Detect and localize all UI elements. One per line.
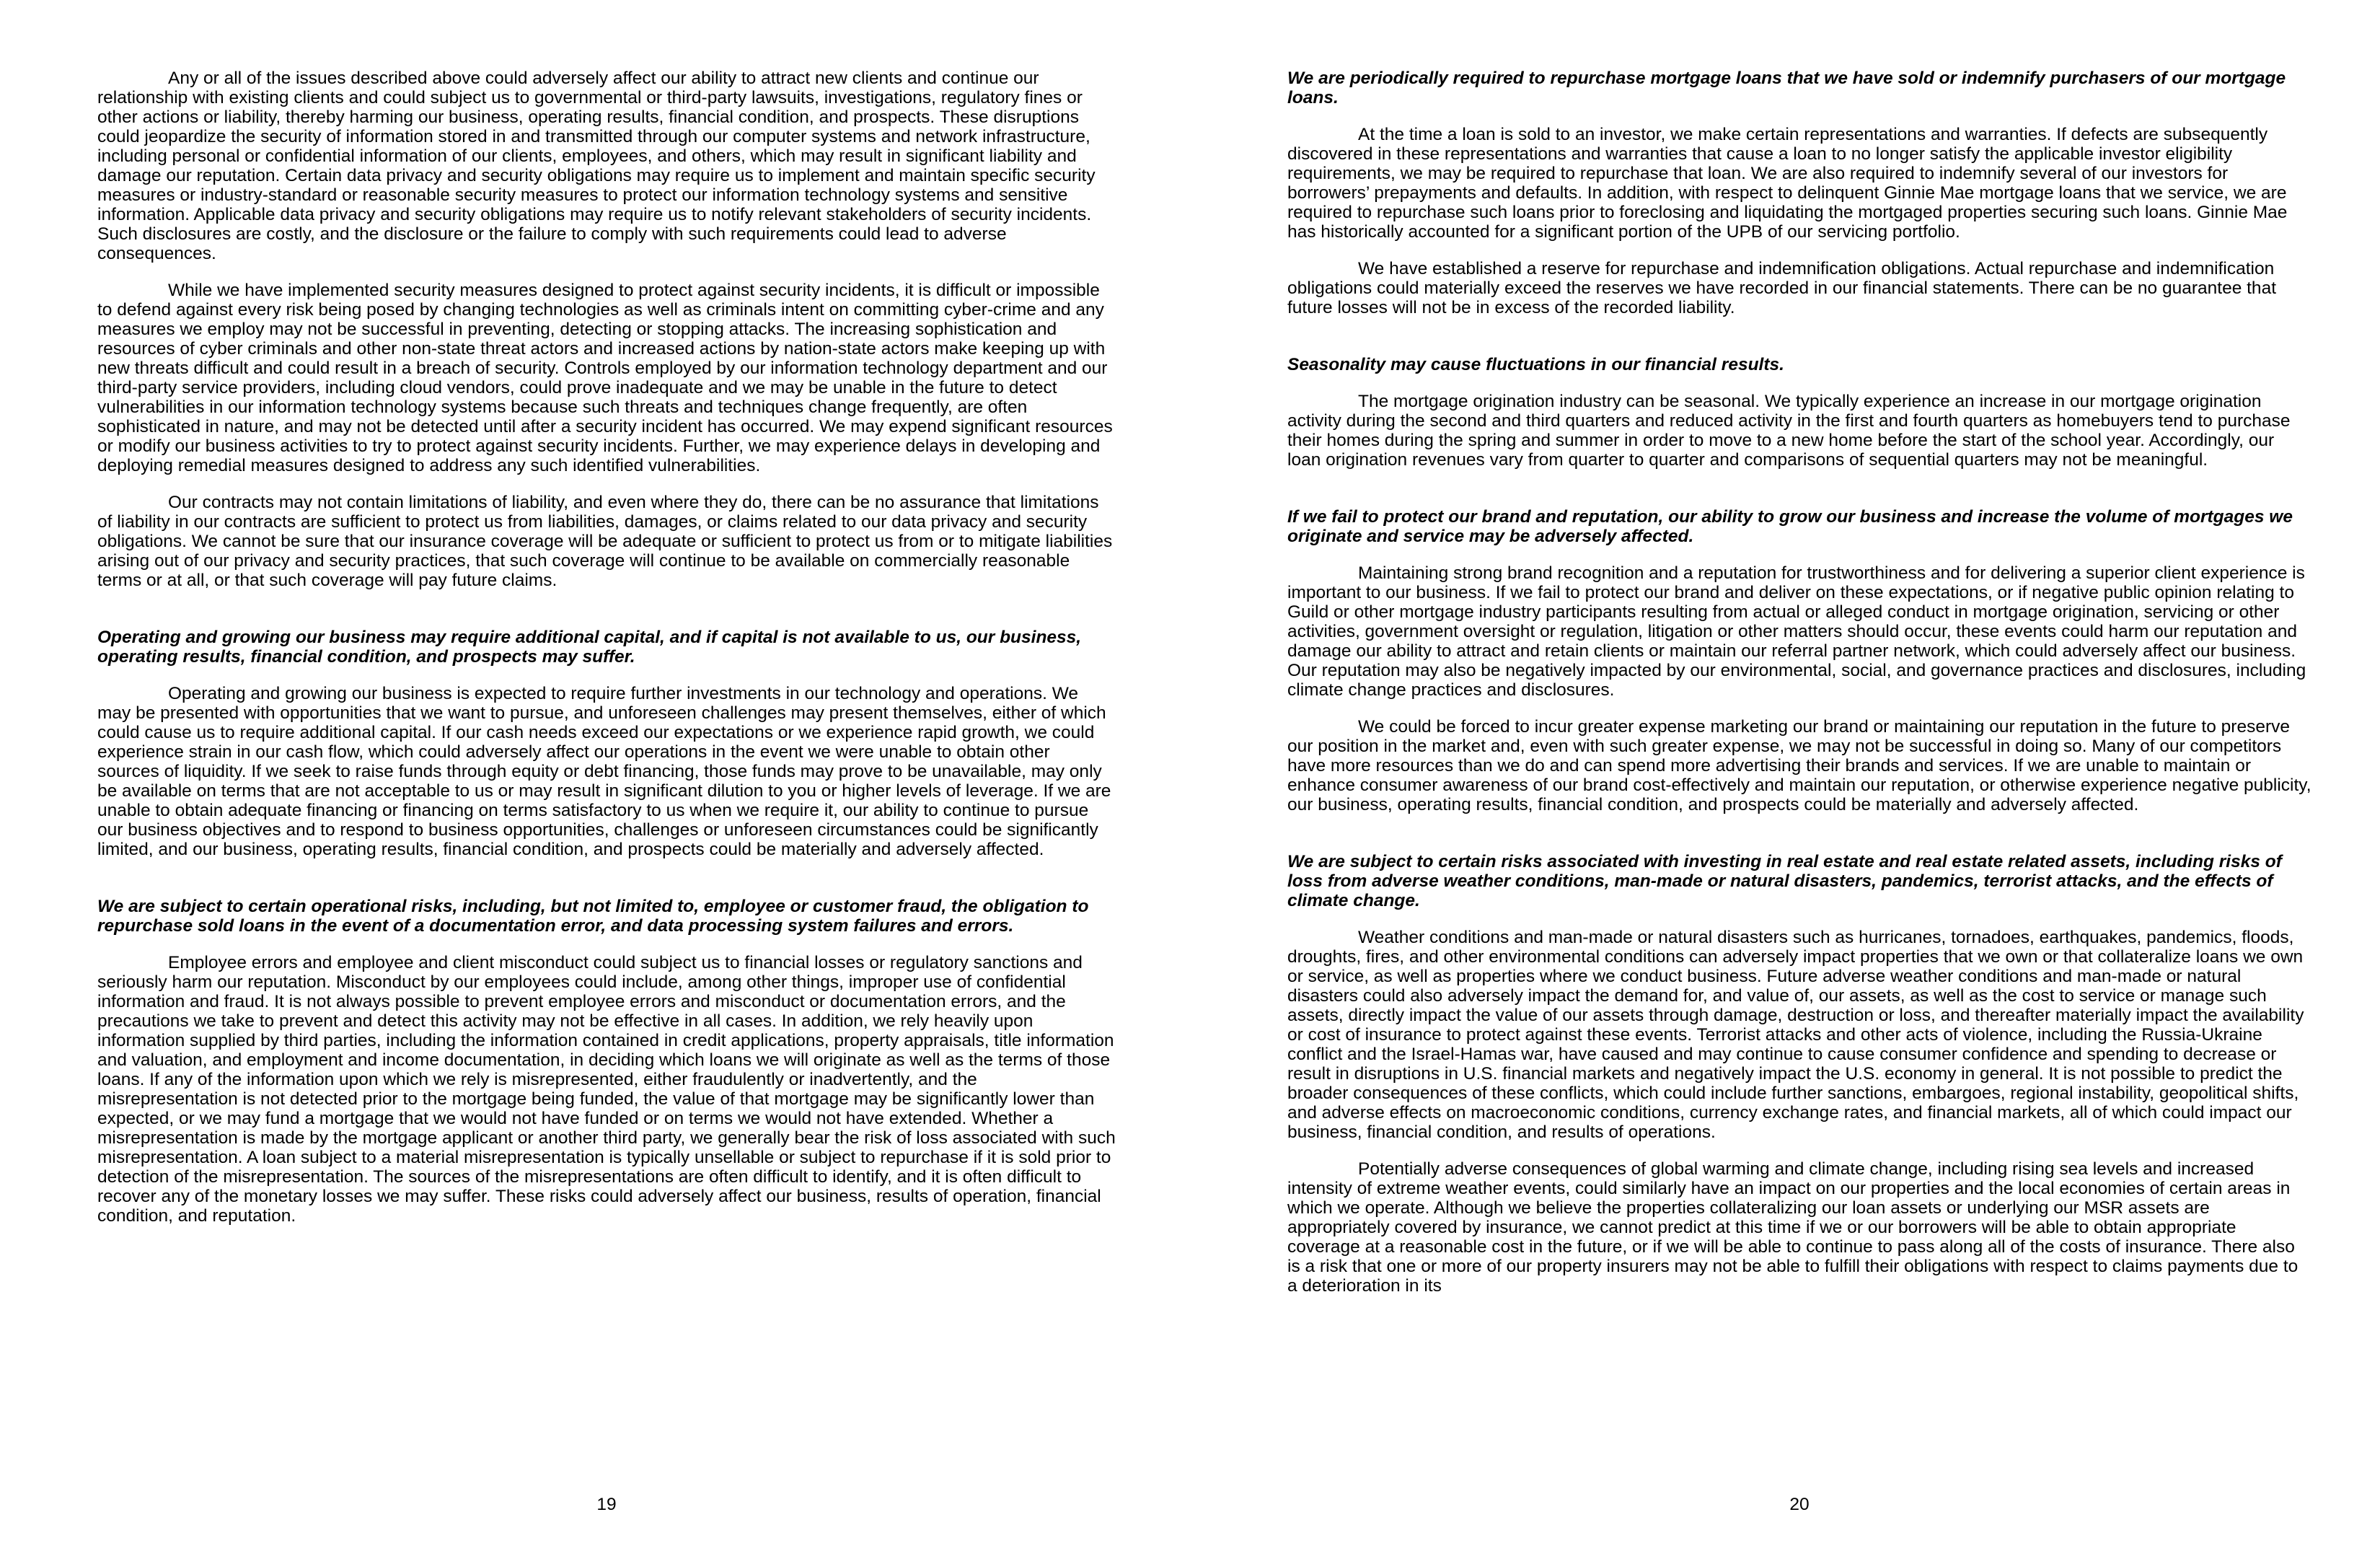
risk-paragraph: Employee errors and employee and client misconduct could subject us to financial losses or regulatory sanctions and seriously harm our reputation. Misconduct by our employees could include, among other things, improper use of confidential information and fraud. It is not always possible to prevent employee errors and misconduct or documentation errors, and the precautions we take to prevent and detect this activity may not be effective in all cases. In addition, we rely heavily upon information supplied by third parties, including the information contained in credit applications, property appraisals, title information and valuation, and employment and income documentation, in deciding which loans we will originate as well as the terms of those loans. If any of the information upon which we rely is misrepresented, either fraudulently or inadvertently, and the misrepresentation is not detected prior to the mortgage being funded, the value of that mortgage may be significantly lower than expected, or we may fund a mortgage that we would not have funded or on terms we would not have extended. Whether a misrepresentation is made by the mortgage applicant or another third party, we generally bear the risk of loss associated with such misrepresentation. A loan subject to a material misrepresentation is typically unsellable or subject to repurchase if it is sold prior to detection of the misrepresentation. The sources of the misrepresentations are often difficult to identify, and it is often difficult to recover any of the monetary losses we may suffer. These risks could adversely affect our business, results of operation, financial condition, and reputation. (97, 953, 1116, 1226)
risk-paragraph: The mortgage origination industry can be seasonal. We typically experience an increase in our mortgage origination activity during the second and third quarters and reduced activity in the first and fourth quarters as homebuyers tend to purchase their homes during the spring and summer in order to move to a new home before the start of the school year. Accordingly, our loan origination revenues vary from quarter to quarter and comparisons of sequential quarters may not be meaningful. (1287, 392, 2291, 470)
risk-paragraph: Weather conditions and man-made or natural disasters such as hurricanes, tornadoes, earthquakes, pandemics, floods, droughts, fires, and other environmental conditions can adversely impact properties that we own or that collateralize loans we own or service, as well as properties where we conduct business. Future adverse weather conditions and man-made or natural disasters could also adversely impact the demand for, and value of, our assets, as well as the cost to service or manage such assets, directly impact the value of our assets through damage, destruction or loss, and thereafter materially impact the availability or cost of insurance to protect against these events. Terrorist attacks and other acts of violence, including the Russia-Ukraine conflict and the Israel-Hamas war, have caused and may continue to cause consumer confidence and spending to decrease or result in disruptions in U.S. financial markets and negatively impact the U.S. economy in general. It is not possible to predict the broader consequences of these conflicts, which could include further sanctions, embargoes, regional instability, geopolitical shifts, and adverse effects on macroeconomic conditions, currency exchange rates, and financial markets, all of which could impact our business, financial condition, and results of operations. (1287, 928, 2304, 1142)
risk-factor-heading: Operating and growing our business may require additional capital, and if capital is not available to us, our business, operating results, financial condition, and prospects may suffer. (97, 628, 1082, 667)
page-19-content (97, 69, 1116, 1243)
page-20-content (1287, 69, 2311, 1313)
risk-paragraph: Any or all of the issues described above could adversely affect our ability to attract new clients and continue our relationship with existing clients and could subject us to governmental or third-party lawsuits, investigations, regulatory fines or other actions or liability, thereby harming our business, operating results, financial condition, and prospects. These disruptions could jeopardize the security of information stored in and transmitted through our computer systems and network infrastructure, including personal or confidential information of our clients, employees, and others, which may result in significant liability and damage our reputation. Certain data privacy and security obligations may require us to implement and maintain specific security measures or industry-standard or reasonable security measures to protect our information technology systems and sensitive information. Applicable data privacy and security obligations may require us to notify relevant stakeholders of security incidents. Such disclosures are costly, and the disclosure or the failure to comply with such requirements could lead to adverse consequences. (97, 69, 1096, 263)
risk-paragraph: We could be forced to incur greater expense marketing our brand or maintaining our reputation in the future to preserve our position in the market and, even with such greater expense, we may not be successful in doing so. Many of our competitors have more resources than we do and can spend more advertising their brands and services. If we are unable to maintain or enhance consumer awareness of our brand cost-effectively and maintain our reputation, or otherwise experience negative publicity, our business, operating results, financial condition, and prospects could be materially and adversely affected. (1287, 717, 2311, 814)
risk-factor-heading: If we fail to protect our brand and reputation, our ability to grow our business and increase the volume of mortgages we originate and service may be adversely affected. (1287, 507, 2293, 546)
risk-paragraph: Maintaining strong brand recognition and a reputation for trustworthiness and for delivering a superior client experience is important to our business. If we fail to protect our brand and deliver on these expectations, or if negative public opinion relating to Guild or other mortgage industry participants resulting from actual or alleged conduct in mortgage origination, servicing or other activities, government oversight or regulation, litigation or other matters should occur, these events could harm our reputation and damage our ability to attract and retain clients or maintain our referral partner network, which could adversely affect our business. Our reputation may also be negatively impacted by our environmental, social, and governance practices and disclosures, including climate change practices and disclosures. (1287, 563, 2306, 700)
risk-paragraph: Operating and growing our business is expected to require further investments in our technology and operations. We may be presented with opportunities that we want to pursue, and unforeseen challenges may present themselves, either of which could cause us to require additional capital. If our cash needs exceed our expectations or we experience rapid growth, we could experience strain in our cash flow, which could adversely affect our operations in the event we were unable to obtain other sources of liquidity. If we seek to raise funds through equity or debt financing, those funds may prove to be unavailable, may only be available on terms that are not acceptable to us or may result in significant dilution to you or higher levels of leverage. If we are unable to obtain adequate financing or financing on terms satisfactory to us when we require it, our ability to continue to pursue our business objectives and to respond to business opportunities, challenges or unforeseen circumstances could be significantly limited, and our business, operating results, financial condition, and prospects could be materially and adversely affected. (97, 684, 1111, 859)
risk-paragraph: We have established a reserve for repurchase and indemnification obligations. Actual repurchase and indemnification obligations could materially exceed the reserves we have recorded in our financial statements. There can be no guarantee that future losses will not be in excess of the recorded liability. (1287, 259, 2276, 317)
page-number-20: 20 (1789, 1495, 1810, 1514)
risk-paragraph: Our contracts may not contain limitations of liability, and even where they do, there can be no assurance that limitations of liability in our contracts are sufficient to protect us from liabilities, damages, or claims related to our data privacy and security obligations. We cannot be sure that our insurance coverage will be adequate or sufficient to protect us from or to mitigate liabilities arising out of our privacy and security practices, that such coverage will continue to be available on commercially reasonable terms or at all, or that such coverage will pay future claims. (97, 493, 1113, 590)
risk-factor-heading: Seasonality may cause fluctuations in our financial results. (1287, 355, 1784, 374)
risk-factor-heading: We are subject to certain risks associated with investing in real estate and real estate related assets, including risks of loss from adverse weather conditions, man-made or natural disasters, pandemics, terrorist attacks, and the effects of climate change. (1287, 852, 2282, 910)
risk-factor-heading: We are subject to certain operational risks, including, but not limited to, employee or customer fraud, the obligation to repurchase sold loans in the event of a documentation error, and data processing system failures and errors. (97, 897, 1089, 936)
risk-factor-heading: We are periodically required to repurchase mortgage loans that we have sold or indemnify purchasers of our mortgage loans. (1287, 69, 2286, 107)
risk-paragraph: Potentially adverse consequences of global warming and climate change, including rising sea levels and increased intensity of extreme weather events, could similarly have an impact on our properties and the local economies of certain areas in which we operate. Although we believe the properties collateralizing our loan assets or underlying our MSR assets are appropriately covered by insurance, we cannot predict at this time if we or our borrowers will be able to obtain appropriate coverage at a reasonable cost in the future, or if we will be able to continue to pass along all of the costs of insurance. There also is a risk that one or more of our property insurers may not be able to fulfill their obligations with respect to claims payments due to a deterioration in its (1287, 1159, 2299, 1296)
risk-paragraph: At the time a loan is sold to an investor, we make certain representations and warranties. If defects are subsequently discovered in these representations and warranties that cause a loan to no longer satisfy the applicable investor eligibility requirements, we may be required to repurchase that loan. We are also required to indemnify several of our investors for borrowers’ prepayments and defaults. In addition, with respect to delinquent Ginnie Mae mortgage loans that we service, we are required to repurchase such loans prior to foreclosing and liquidating the mortgaged properties securing such loans. Ginnie Mae has historically accounted for a significant portion of the UPB of our servicing portfolio. (1287, 125, 2288, 242)
page-number-19: 19 (596, 1495, 617, 1514)
risk-paragraph: While we have implemented security measures designed to protect against security incidents, it is difficult or impossible to defend against every risk being posed by changing technologies as well as criminals intent on committing cyber-crime and any measures we employ may not be successful in preventing, detecting or stopping attacks. The increasing sophistication and resources of cyber criminals and other non-state threat actors and increased actions by nation-state actors make keeping up with new threats difficult and could result in a breach of security. Controls employed by our information technology department and our third-party service providers, including cloud vendors, could prove inadequate and we may be unable in the future to detect vulnerabilities in our information technology systems because such threats and techniques change frequently, are often sophisticated in nature, and may not be detected until after a security incident has occurred. We may expend significant resources or modify our business activities to try to protect against security incidents. Further, we may experience delays in developing and deploying remedial measures designed to address any such identified vulnerabilities. (97, 281, 1113, 475)
